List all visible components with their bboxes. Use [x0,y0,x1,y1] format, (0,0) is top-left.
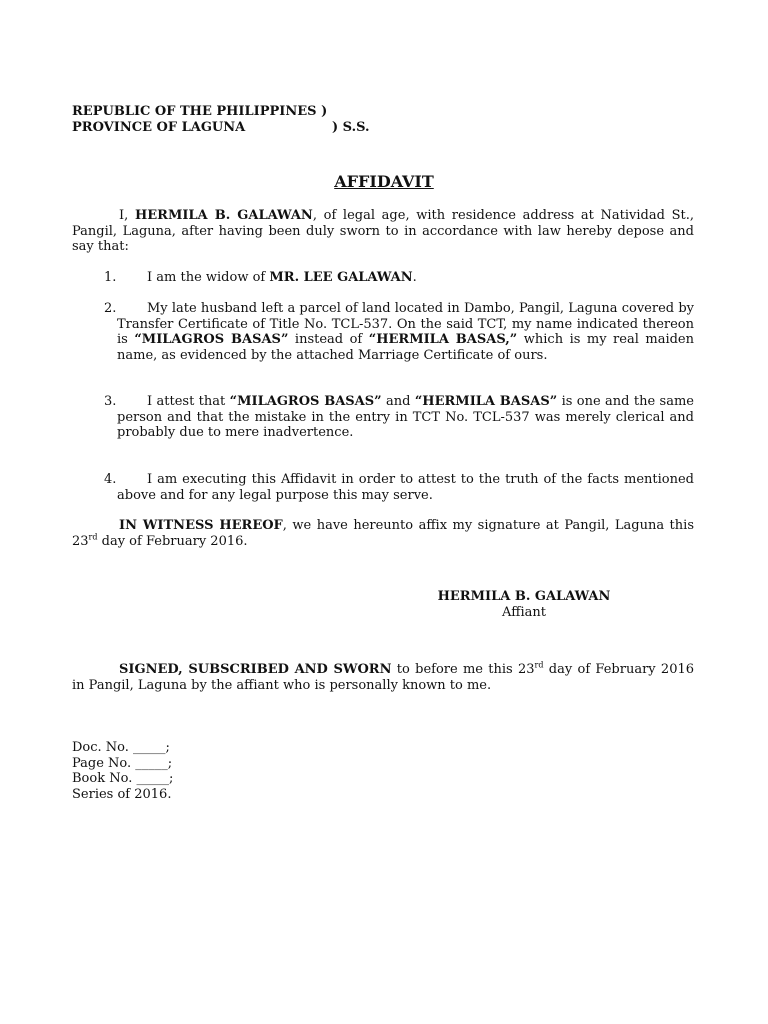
jurat-lead: SIGNED, SUBSCRIBED AND SWORN [119,662,392,677]
item-text-bold: “HERMILA BASAS,” [368,332,518,347]
item-number: 3. [104,394,117,409]
venue-block [72,104,694,135]
item-text: I am the widow of [147,270,270,285]
intro-text: , of legal age, with residence address at Natividad St., Pangil, Laguna, after having been duly sworn to in accordance with law hereby depose and say that: [72,208,695,254]
item-text: I attest that [147,394,230,409]
venue-ss-label: ) S.S. [332,119,370,135]
item-text: instead of [288,332,369,347]
item-text: I am executing this Affidavit in order to attest to the truth of the facts mentioned above and for any legal purpose this may serve. [117,472,694,503]
jurat-text: to before me this 23 [391,662,535,677]
item-text-bold: “HERMILA BASAS” [414,394,558,409]
jurat-text: day of February 2016 in Pangil, Laguna by the affiant who is personally known to me. [72,662,695,693]
item-text: . [412,270,417,285]
venue-province-label: PROVINCE OF LAGUNA [72,119,246,135]
item-number: 4. [104,472,117,487]
item-number: 2. [104,301,117,316]
witness-text: day of February 2016. [97,533,248,549]
jurat-paragraph [72,662,694,693]
series-line: Series of 2016. [72,786,172,802]
item-text-bold: MR. LEE GALAWAN [269,270,413,285]
venue-line-province [72,120,694,136]
item-text: and [381,394,415,409]
witness-paragraph [72,518,694,549]
witness-text: , we have hereunto affix my signature at Pangil, Laguna this 23 [72,518,694,549]
ordinal-suffix: rd [534,660,544,670]
affiant-label: Affiant [502,605,546,620]
item-text: My late husband left a parcel of land located in Dambo, Pangil, Laguna covered by Transfer Certificate of Title No. TCL-537. On the said TCT, my name indicated thereon is [117,301,694,347]
item-text: which is my real maiden name, as evidenced by the attached Marriage Certificate of ours. [117,332,694,363]
item-text: is one and the same person and that the mistake in the entry in TCT No. TCL-537 was merely clerical and probably due to mere inadvertence. [117,394,694,440]
intro-i: I, [119,208,135,223]
statement-item-2 [104,301,694,363]
doc-no-line: Doc. No. _____; [72,740,170,755]
witness-lead: IN WITNESS HEREOF [119,518,283,533]
statement-item-1 [104,270,694,286]
item-text-bold: “MILAGROS BASAS” [134,332,289,347]
intro-paragraph [72,208,694,255]
statement-item-3 [104,394,694,441]
item-text-bold: “MILAGROS BASAS” [229,394,382,409]
statement-item-4 [104,472,694,503]
affiant-name-intro: HERMILA B. GALAWAN [134,208,313,223]
ordinal-suffix: rd [88,532,98,542]
item-number: 1. [104,270,117,285]
notarial-ledger [72,740,173,802]
book-no-line: Book No. _____; [72,771,174,786]
document-title: AFFIDAVIT [334,172,434,191]
affiant-signature-name: HERMILA B. GALAWAN [437,589,611,604]
page-no-line: Page No. _____; [72,755,173,771]
signature-block [434,589,614,621]
venue-line-republic: REPUBLIC OF THE PHILIPPINES ) [72,104,328,119]
